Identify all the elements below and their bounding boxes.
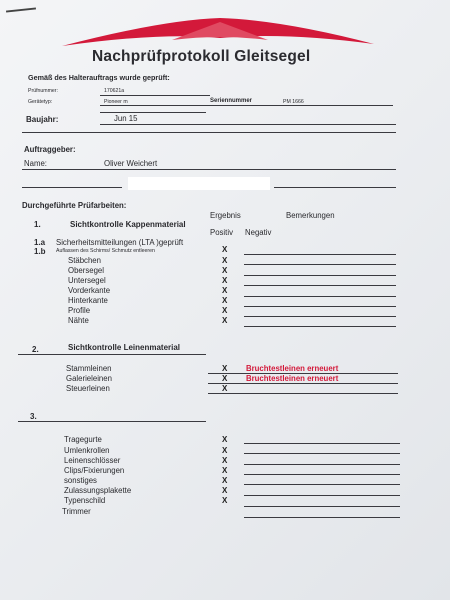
- pruefnummer-value: 170621a: [104, 88, 125, 94]
- s3-item-4: sonstiges: [64, 476, 97, 485]
- s1-mark-4: X: [222, 296, 228, 305]
- s2-mark-2: X: [222, 384, 228, 393]
- seriennummer-value: PM 1666: [283, 99, 304, 105]
- s3-mark-6: X: [222, 496, 228, 505]
- section3-underline: [18, 421, 206, 422]
- page-title: Nachprüfprotokoll Gleitsegel: [92, 48, 311, 65]
- section1-number: 1.: [34, 220, 41, 229]
- geraetetyp-line: [100, 105, 393, 106]
- name-value: Oliver Weichert: [104, 159, 158, 168]
- s1-item-1: Obersegel: [68, 266, 104, 275]
- s3-remark-line-1: [244, 453, 400, 454]
- s1-mark-6: X: [222, 316, 228, 325]
- order-subtitle: Gemäß des Halterauftrags wurde geprüft:: [28, 73, 170, 82]
- s1-mark-3: X: [222, 286, 228, 295]
- s2-remark-0: Bruchtestleinen erneuert: [246, 364, 339, 373]
- s3-item-1: Umlenkrollen: [64, 446, 110, 455]
- baujahr-underline: [22, 132, 396, 133]
- section2-title: Sichtkontrolle Leinenmaterial: [68, 343, 181, 352]
- negativ-header: Negativ: [245, 228, 272, 237]
- s1-item-5: Profile: [68, 306, 91, 315]
- s2-mark-1: X: [222, 374, 228, 383]
- seriennummer-label: Seriennummer: [210, 98, 253, 104]
- s2-remark-1: Bruchtestleinen erneuert: [246, 374, 339, 383]
- s2-remark-line-1: [208, 383, 398, 384]
- s3-mark-1: X: [222, 446, 228, 455]
- s3-item-0: Tragegurte: [64, 435, 102, 444]
- section2-underline: [18, 354, 206, 355]
- redaction-box: [128, 177, 270, 190]
- arbeiten-heading: Durchgeführte Prüfarbeiten:: [22, 201, 127, 210]
- s1-remark-line-4: [244, 296, 396, 297]
- s3-remark-line-7: [244, 517, 400, 518]
- name-label: Name:: [24, 159, 47, 168]
- s3-remark-line-4: [244, 484, 400, 485]
- s3-item-7: Trimmer: [62, 507, 91, 516]
- s1-item-3: Vorderkante: [68, 286, 111, 295]
- section1-title: Sichtkontrolle Kappenmaterial: [70, 220, 186, 229]
- positiv-header: Positiv: [210, 228, 233, 237]
- bemerkungen-header: Bemerkungen: [286, 211, 335, 220]
- section2-number: 2.: [32, 345, 39, 354]
- s1-mark-5: X: [222, 306, 228, 315]
- s3-mark-4: X: [222, 476, 228, 485]
- baujahr-value: Jun 15: [114, 114, 138, 123]
- geraetetyp-label: Gerätetyp:: [28, 99, 53, 105]
- s1-remark-line-6: [244, 316, 396, 317]
- s1-item-2: Untersegel: [68, 276, 106, 285]
- s3-remark-line-6: [244, 506, 400, 507]
- address-line-right: [274, 187, 396, 188]
- s1-remark-line-7: [244, 326, 396, 327]
- s1-item-6: Nähte: [68, 316, 89, 325]
- s3-item-2: Leinenschlösser: [64, 456, 121, 465]
- s3-mark-5: X: [222, 486, 228, 495]
- baujahr-label: Baujahr:: [26, 115, 59, 124]
- s3-remark-line-0: [244, 443, 400, 444]
- s2-item-1: Galerieleinen: [66, 374, 112, 383]
- s3-mark-0: X: [222, 435, 228, 444]
- ergebnis-header: Ergebnis: [210, 211, 241, 220]
- pruefnummer-label: Prüfnummer:: [28, 88, 58, 94]
- row-1b-text: Auflassen des Schirms/ Schmutz entleeren: [56, 248, 155, 254]
- s1-remark-line-3: [244, 285, 396, 286]
- s1-remark-line-2: [244, 275, 396, 276]
- s1-remark-line-1: [244, 264, 396, 265]
- s3-item-3: Clips/Fixierungen: [64, 466, 125, 475]
- s3-mark-2: X: [222, 456, 228, 465]
- geraetetyp-value: Pioneer m: [104, 99, 128, 105]
- s2-remark-line-2: [208, 393, 398, 394]
- s1-mark-0: X: [222, 256, 228, 265]
- spacer-line: [100, 112, 206, 113]
- s1-item-4: Hinterkante: [68, 296, 108, 305]
- s1-item-0: Stäbchen: [68, 256, 101, 265]
- s3-remark-line-5: [244, 495, 400, 496]
- section3-number: 3.: [30, 412, 37, 421]
- s2-mark-0: X: [222, 364, 228, 373]
- auftraggeber-heading: Auftraggeber:: [24, 145, 76, 154]
- baujahr-line: [100, 124, 396, 125]
- s3-mark-3: X: [222, 466, 228, 475]
- s3-remark-line-2: [244, 464, 400, 465]
- row-1b-remark-line: [244, 254, 396, 255]
- s1-mark-1: X: [222, 266, 228, 275]
- s2-item-0: Stammleinen: [66, 364, 112, 373]
- row-1a-number: 1.a: [34, 238, 46, 247]
- row-1b-number: 1.b: [34, 247, 46, 256]
- s3-item-6: Typenschild: [64, 496, 106, 505]
- address-line-left: [22, 187, 122, 188]
- s3-item-5: Zulassungsplakette: [64, 486, 132, 495]
- s2-item-2: Steuerleinen: [66, 384, 110, 393]
- pruefnummer-line: [100, 95, 210, 96]
- name-line: [22, 169, 396, 170]
- pen-mark: [6, 7, 36, 12]
- s1-remark-line-5: [244, 306, 396, 307]
- row-1a-text: Sicherheitsmitteilungen (LTA )geprüft: [56, 238, 184, 247]
- row-1b-mark: X: [222, 245, 228, 254]
- s1-mark-2: X: [222, 276, 228, 285]
- s3-remark-line-3: [244, 474, 400, 475]
